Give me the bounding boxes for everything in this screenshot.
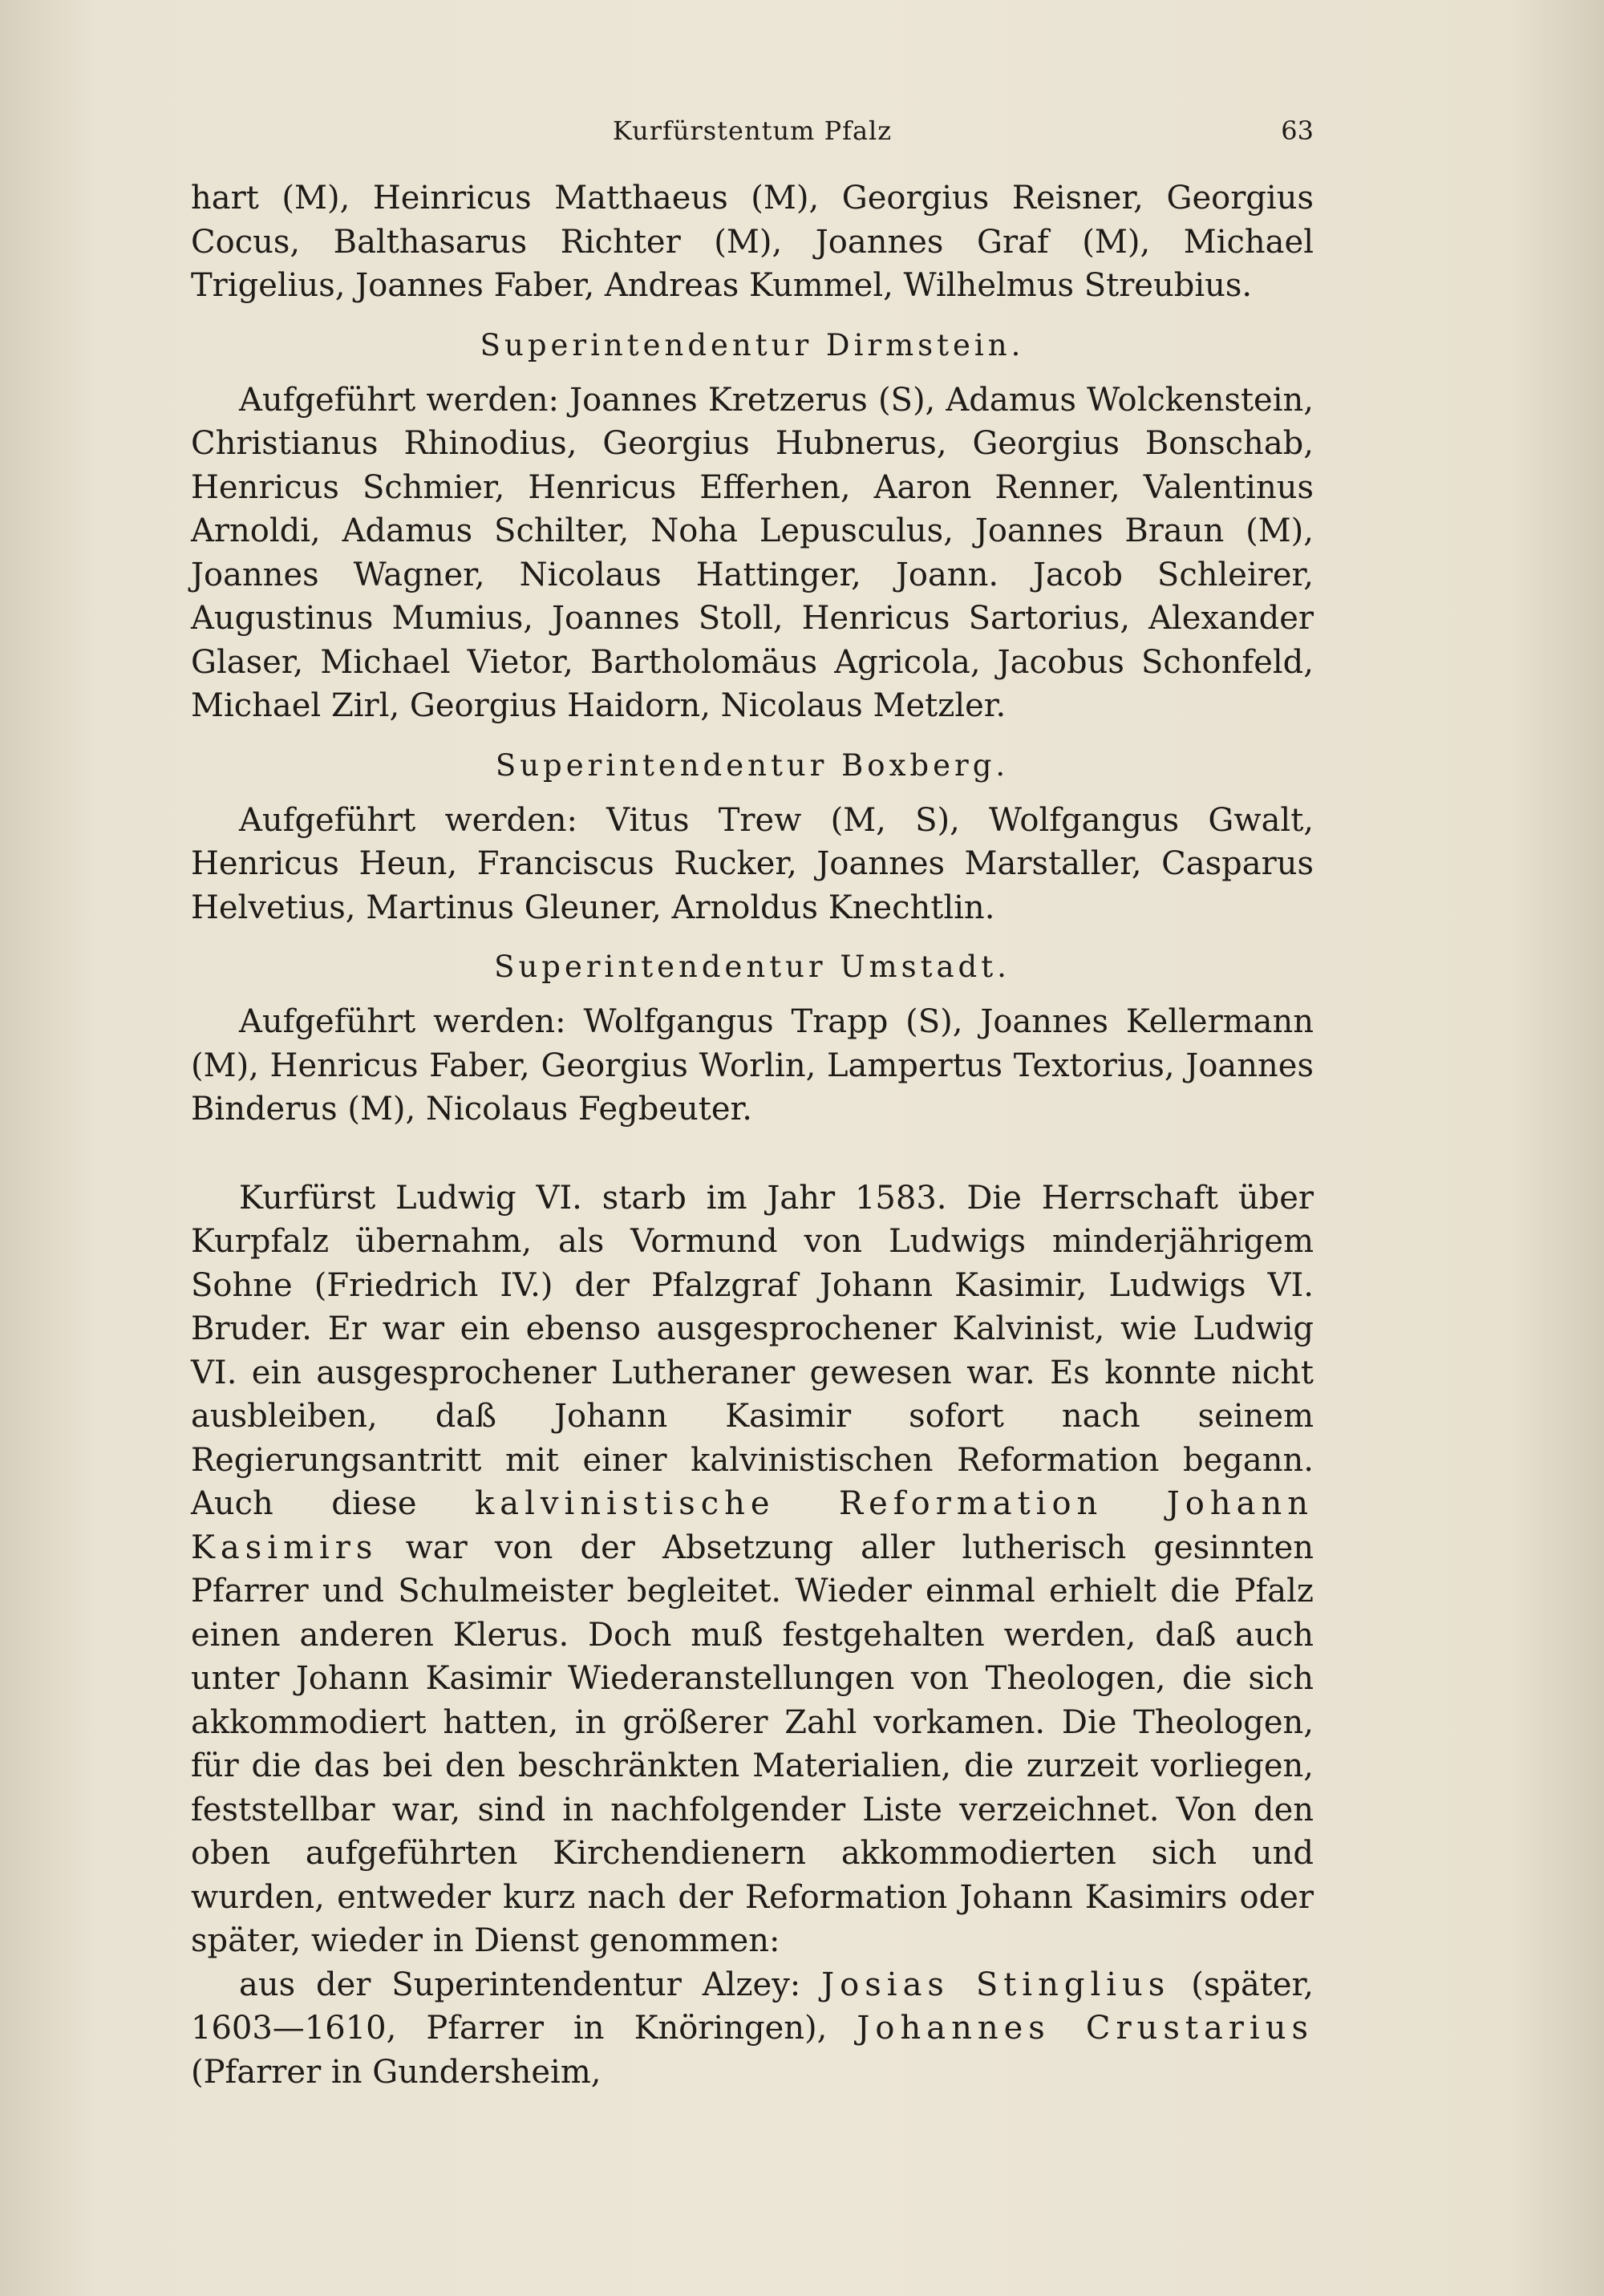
paragraph-umstadt: Aufgeführt werden: Wolfgangus Trapp (S), Joannes Kellermann (M), Henricus Faber, Georgius Worlin, Lampertus Textorius, Joannes Binderus (M), Nicolaus Fegbeuter.	[191, 1003, 1314, 1128]
list-name-crustarius: Johannes Crustarius	[857, 2010, 1314, 2047]
main-paragraph-text-1: Kurfürst Ludwig VI. starb im Jahr 1583. Die Herrschaft über Kurpfalz übernahm, als Vormund von Ludwigs minderjährigem Sohne (Friedrich IV.) der Pfalzgraf Johann Kasimir, Ludwigs VI. Bruder. Er war ein ebenso ausgesprochener Kalvinist, wie Ludwig VI. ein ausgesprochener Lutheraner gewesen war. Es konnte nicht ausbleiben, daß Johann Kasimir sofort nach seinem Regierungsantritt mit einer kalvinistischen Reformation begann. Auch diese	[191, 1179, 1314, 1522]
paragraph-dirmstein: Aufgeführt werden: Joannes Kretzerus (S), Adamus Wolckenstein, Christianus Rhinodius, Georgius Hubnerus, Georgius Bonschab, Henricus Schmier, Henricus Efferhen, Aaron Renner, Valentinus Arnoldi, Adamus Schilter, Noha Lepusculus, Joannes Braun (M), Joannes Wagner, Nicolaus Hattinger, Joann. Jacob Schleirer, Augustinus Mumius, Joannes Stoll, Henricus Sartorius, Alexander Glaser, Michael Vietor, Bartholomäus Agricola, Jacobus Schonfeld, Michael Zirl, Georgius Haidorn, Nicolaus Metzler.	[191, 381, 1314, 724]
section-heading-dirmstein: Superintendentur Dirmstein.	[480, 327, 1025, 362]
list-paragraph-text-3: (Pfarrer in Gundersheim,	[191, 2053, 602, 2091]
page-number: 63	[1281, 115, 1314, 146]
section-gap	[191, 1132, 1314, 1176]
running-title: Kurfürstentum Pfalz	[612, 115, 893, 146]
list-paragraph-alzey	[191, 1963, 1314, 2095]
list-paragraph-text-1: aus der Superintendentur Alzey:	[239, 1966, 822, 2003]
main-paragraph-emphasis: kalvinistische Reformation Johann Kasimirs	[191, 1485, 1314, 1566]
section-heading-umstadt: Superintendentur Umstadt.	[494, 950, 1011, 984]
text-block	[191, 112, 1314, 2094]
list-name-stinglius: Josias Stinglius	[821, 1966, 1171, 2003]
list-paragraph-text-2: (später, 1603—1610, Pfarrer in Knöringen),	[191, 1966, 1314, 2047]
continuation-paragraph: hart (M), Heinricus Matthaeus (M), Georgius Reisner, Georgius Cocus, Balthasarus Richter (M), Joannes Graf (M), Michael Trigelius, Joannes Faber, Andreas Kummel, Wilhelmus Streubius.	[191, 180, 1314, 304]
main-paragraph-text-2: war von der Absetzung aller lutherisch gesinnten Pfarrer und Schulmeister begleitet. Wieder einmal erhielt die Pfalz einen anderen Klerus. Doch muß festgehalten werden, daß auch unter Johann Kasimir Wiederanstellungen von Theologen, die sich akkommodiert hatten, in größerer Zahl vorkamen. Die Theologen, für die das bei den beschränkten Materialien, die zurzeit vorliegen, feststellbar war, sind in nachfolgender Liste verzeichnet. Von den oben aufgeführten Kirchendienern akkommodierten sich und wurden, entweder kurz nach der Reformation Johann Kasimirs oder später, wieder in Dienst genommen:	[191, 1529, 1314, 1959]
running-head	[191, 112, 1314, 160]
paragraph-boxberg: Aufgeführt werden: Vitus Trew (M, S), Wolfgangus Gwalt, Henricus Heun, Franciscus Rucker, Joannes Marstaller, Casparus Helvetius, Martinus Gleuner, Arnoldus Knechtlin.	[191, 801, 1314, 926]
section-heading-boxberg: Superintendentur Boxberg.	[495, 747, 1010, 783]
main-paragraph	[191, 1176, 1314, 1963]
